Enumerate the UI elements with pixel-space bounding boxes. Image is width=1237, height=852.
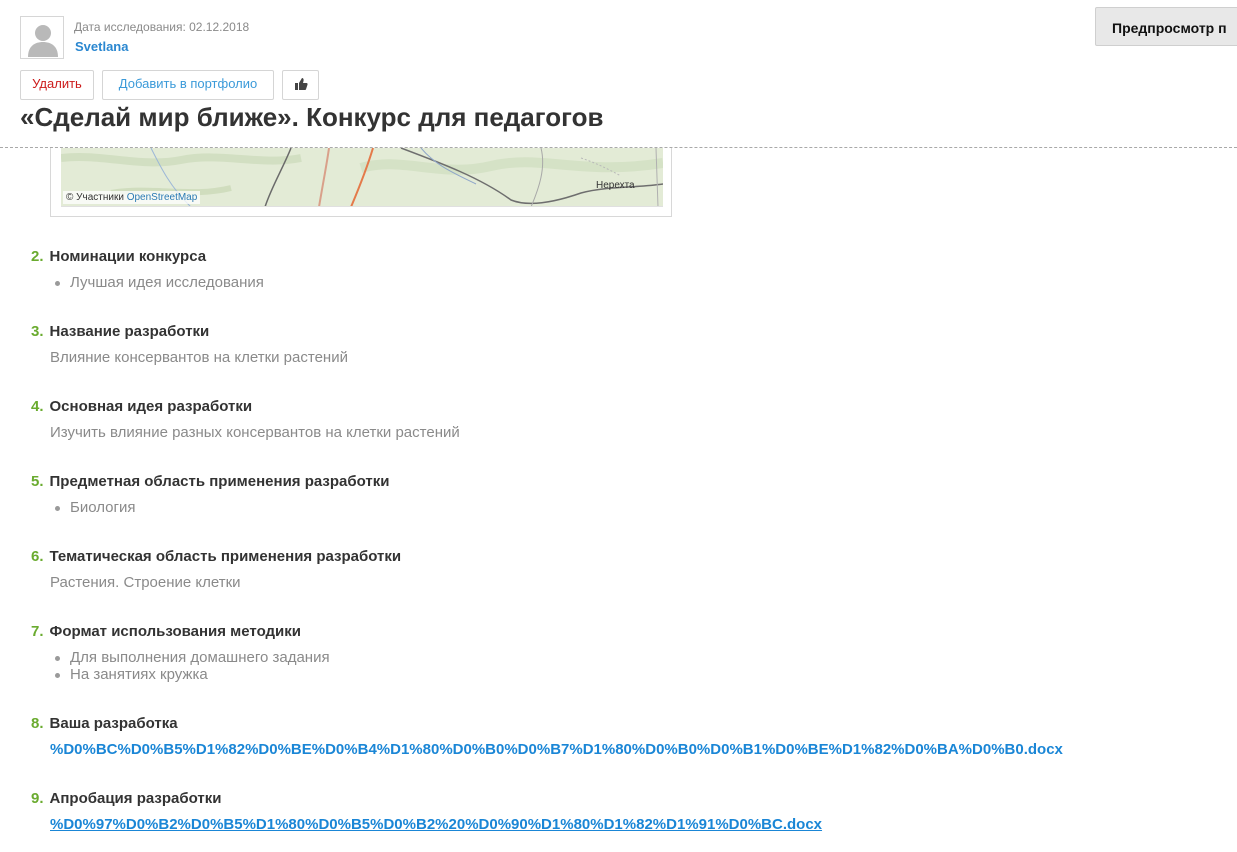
section-heading (31, 623, 330, 640)
section-heading (31, 398, 460, 415)
attribution-prefix: © Участники (66, 192, 124, 203)
author-link[interactable]: Svetlana (75, 39, 129, 54)
section-value: Влияние консервантов на клетки растений (50, 349, 348, 366)
section-usage-format (31, 623, 330, 683)
section-list (52, 649, 330, 683)
section-development-name (31, 323, 348, 366)
user-placeholder-icon (21, 17, 64, 59)
approbation-file-link[interactable]: %D0%97%D0%B2%D0%B5%D1%80%D0%B5%D0%B2%20%D0%90%D1%80%D1%82%D1%91%D0%BC.docx (50, 816, 823, 833)
section-heading (31, 548, 401, 565)
section-heading (31, 323, 348, 340)
section-number: 8. (31, 715, 44, 732)
section-title: Формат использования методики (49, 623, 301, 640)
section-heading (31, 715, 1063, 732)
preview-button[interactable]: Предпросмотр п (1095, 7, 1237, 46)
section-main-idea (31, 398, 460, 441)
section-heading (31, 248, 264, 265)
section-title: Номинации конкурса (49, 248, 207, 265)
section-number: 6. (31, 548, 44, 565)
section-title: Название разработки (49, 323, 210, 340)
delete-button[interactable]: Удалить (20, 70, 94, 100)
section-nominations (31, 248, 264, 291)
section-number: 7. (31, 623, 44, 640)
section-number: 9. (31, 790, 44, 807)
like-button[interactable] (282, 70, 319, 100)
section-subject-area (31, 473, 390, 516)
section-title: Предметная область применения разработки (49, 473, 390, 490)
map-widget (50, 148, 672, 217)
avatar[interactable] (20, 16, 64, 59)
section-heading (31, 790, 822, 807)
section-your-development (31, 715, 1063, 758)
section-thematic-area (31, 548, 401, 591)
section-title: Тематическая область применения разработки (49, 548, 402, 565)
list-item: Биология (52, 499, 390, 516)
development-file-link[interactable]: %D0%BC%D0%B5%D1%82%D0%BE%D0%B4%D1%80%D0%B0%D0%B7%D1%80%D0%B0%D0%B1%D0%BE%D1%82%D0%BA%D0%B0.docx (50, 741, 1063, 758)
section-title: Основная идея разработки (49, 398, 253, 415)
add-to-portfolio-button[interactable]: Добавить в портфолио (102, 70, 274, 100)
map-tile-area[interactable] (61, 148, 663, 207)
section-number: 4. (31, 398, 44, 415)
section-value: Растения. Строение клетки (50, 574, 241, 591)
section-approbation (31, 790, 822, 833)
page-title: «Сделай мир ближе». Конкурс для педагогов (20, 102, 604, 132)
section-heading (31, 473, 390, 490)
section-value: Изучить влияние разных консервантов на клетки растений (50, 424, 460, 441)
section-list (52, 274, 264, 291)
list-item: Для выполнения домашнего задания (52, 649, 330, 666)
thumbs-up-icon (294, 77, 308, 91)
map-city-label: Нерехта (596, 180, 635, 191)
section-number: 2. (31, 248, 44, 265)
section-list (52, 499, 390, 516)
research-date: Дата исследования: 02.12.2018 (74, 20, 250, 34)
osm-link[interactable]: OpenStreetMap (126, 192, 198, 203)
section-title: Апробация разработки (49, 790, 222, 807)
list-item: На занятиях кружка (52, 666, 330, 683)
map-attribution (63, 191, 200, 204)
list-item: Лучшая идея исследования (52, 274, 264, 291)
section-title: Ваша разработка (49, 715, 178, 732)
section-number: 5. (31, 473, 44, 490)
section-number: 3. (31, 323, 44, 340)
